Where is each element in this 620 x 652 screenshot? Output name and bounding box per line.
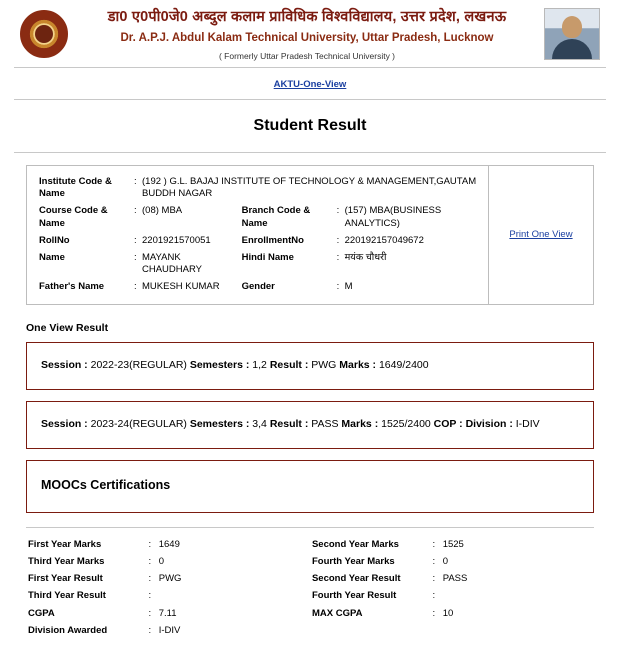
institute-value: (192 ) G.L. BAJAJ INSTITUTE OF TECHNOLOGY & MANAGEMENT,GAUTAM BUDDH NAGAR — [142, 175, 477, 200]
table-row — [37, 203, 480, 233]
table-row — [26, 605, 594, 622]
colon: : — [134, 205, 137, 217]
table-row — [26, 536, 594, 553]
marks-value: 1525/2400 — [381, 417, 431, 430]
division-awarded-value: I-DIV — [158, 625, 181, 637]
student-info-fields — [27, 166, 488, 305]
second-year-marks-value: 1525 — [442, 538, 464, 550]
gender-label: Gender — [241, 281, 275, 293]
second-year-result-value: PASS — [442, 573, 468, 585]
rollno-label: RollNo — [39, 234, 70, 246]
university-title-english: Dr. A.P.J. Abdul Kalam Technical University, Uttar Pradesh, Lucknow — [120, 31, 494, 44]
colon: : — [336, 281, 340, 293]
father-name-value: MUKESH KUMAR — [142, 281, 220, 293]
max-cgpa-value: 10 — [442, 607, 454, 619]
session-label: Session : — [41, 359, 88, 372]
division-awarded-label: Division Awarded — [28, 625, 108, 637]
cop-label: COP : — [433, 417, 463, 430]
moocs-certifications-card — [26, 460, 594, 513]
enrollment-label: EnrollmentNo — [241, 234, 304, 246]
fourth-year-result-value — [441, 587, 594, 604]
page-title: Student Result — [14, 100, 606, 153]
session-label: Session : — [41, 417, 88, 430]
result-label: Result : — [269, 359, 309, 372]
course-label: Course Code & Name — [39, 205, 108, 229]
hindi-name-label: Hindi Name — [241, 251, 294, 263]
father-name-label: Father's Name — [39, 281, 105, 293]
third-year-result-label: Third Year Result — [28, 590, 106, 602]
marks-label: Marks : — [339, 359, 377, 372]
course-value: (08) MBA — [142, 205, 183, 217]
result-row-second-year — [26, 401, 594, 449]
table-row — [26, 553, 594, 570]
division-value: I-DIV — [515, 417, 540, 430]
cgpa-value: 7.11 — [158, 607, 177, 619]
university-title-hindi: डा0 ए0पी0जे0 अब्दुल कलाम प्राविधिक विश्वविद्यालय, उत्तर प्रदेश, लखनऊ — [107, 9, 507, 25]
name-value: MAYANK CHAUDHARY — [142, 251, 203, 276]
session-value: 2023-24(REGULAR) — [90, 417, 187, 430]
fourth-year-marks-label: Fourth Year Marks — [311, 555, 395, 567]
colon: : — [148, 625, 152, 637]
branch-value: (157) MBA(BUSINESS ANALYTICS) — [344, 205, 442, 229]
table-row — [26, 622, 594, 639]
marks-label: Marks : — [341, 417, 379, 430]
result-value: PASS — [311, 417, 339, 430]
colon: : — [432, 607, 436, 619]
result-row-first-year — [26, 342, 594, 390]
university-seal-icon — [20, 10, 68, 58]
colon: : — [148, 555, 152, 567]
second-year-result-label: Second Year Result — [311, 573, 401, 585]
semesters-value: 1,2 — [252, 359, 267, 372]
first-year-result-value: PWG — [158, 573, 182, 585]
table-row — [26, 570, 594, 587]
table-row — [37, 250, 480, 280]
university-seal-container — [20, 10, 76, 58]
print-one-view-link[interactable]: Print One View — [509, 228, 573, 240]
year-summary — [26, 527, 594, 640]
colon: : — [148, 607, 152, 619]
apj-abdul-kalam-portrait-icon — [544, 8, 600, 60]
one-view-result-heading: One View Result — [26, 322, 109, 335]
header-titles — [76, 8, 538, 61]
semesters-label: Semesters : — [189, 417, 250, 430]
colon: : — [432, 555, 436, 567]
marks-value: 1649/2400 — [378, 359, 429, 372]
colon: : — [148, 573, 152, 585]
table-row — [37, 279, 480, 296]
colon: : — [134, 234, 137, 246]
result-label: Result : — [269, 417, 309, 430]
semesters-value: 3,4 — [252, 417, 267, 430]
colon: : — [134, 251, 137, 263]
aktu-one-view-link[interactable]: AKTU-One-View — [273, 78, 347, 90]
colon: : — [432, 590, 436, 602]
name-label: Name — [39, 251, 65, 263]
first-year-marks-value: 1649 — [158, 538, 180, 550]
fourth-year-result-label: Fourth Year Result — [311, 590, 397, 602]
summary-empty-value — [441, 622, 594, 639]
colon: : — [134, 175, 137, 187]
university-subtitle: ( Formerly Uttar Pradesh Technical University ) — [218, 50, 396, 61]
first-year-result-label: First Year Result — [28, 573, 103, 585]
moocs-certifications-title: MOOCs Certifications — [41, 477, 171, 492]
colon: : — [336, 234, 340, 246]
max-cgpa-label: MAX CGPA — [311, 607, 363, 619]
table-row — [26, 587, 594, 604]
branch-label: Branch Code & Name — [241, 205, 311, 229]
rollno-value: 2201921570051 — [142, 234, 211, 246]
result-value: PWG — [311, 359, 337, 372]
navbar — [14, 68, 606, 100]
colon: : — [336, 251, 340, 263]
third-year-result-value — [157, 587, 310, 604]
gender-value: M — [344, 281, 353, 293]
colon: : — [336, 205, 340, 217]
summary-empty-colon — [431, 622, 441, 639]
fourth-year-marks-value: 0 — [442, 555, 448, 567]
division-label: Division : — [465, 417, 513, 430]
hindi-name-value: मयंक चौधरी — [344, 251, 387, 263]
table-row — [37, 233, 480, 250]
student-info-box — [26, 165, 594, 306]
session-value: 2022-23(REGULAR) — [90, 359, 187, 372]
second-year-marks-label: Second Year Marks — [311, 538, 399, 550]
semesters-label: Semesters : — [189, 359, 250, 372]
colon: : — [148, 590, 152, 602]
university-header — [14, 0, 606, 68]
colon: : — [148, 538, 152, 550]
summary-empty-label — [310, 622, 431, 639]
third-year-marks-label: Third Year Marks — [28, 555, 105, 567]
print-one-view-cell[interactable] — [488, 166, 593, 305]
cgpa-label: CGPA — [28, 607, 55, 619]
colon: : — [134, 281, 137, 293]
third-year-marks-value: 0 — [158, 555, 165, 567]
table-row — [37, 174, 480, 204]
student-info-table — [37, 174, 480, 297]
year-summary-table — [26, 536, 594, 640]
colon: : — [432, 573, 436, 585]
portrait-container — [538, 8, 600, 60]
enrollment-value: 220192157049672 — [344, 234, 424, 246]
colon: : — [432, 538, 436, 550]
institute-label: Institute Code & Name — [39, 175, 112, 200]
first-year-marks-label: First Year Marks — [28, 538, 102, 550]
